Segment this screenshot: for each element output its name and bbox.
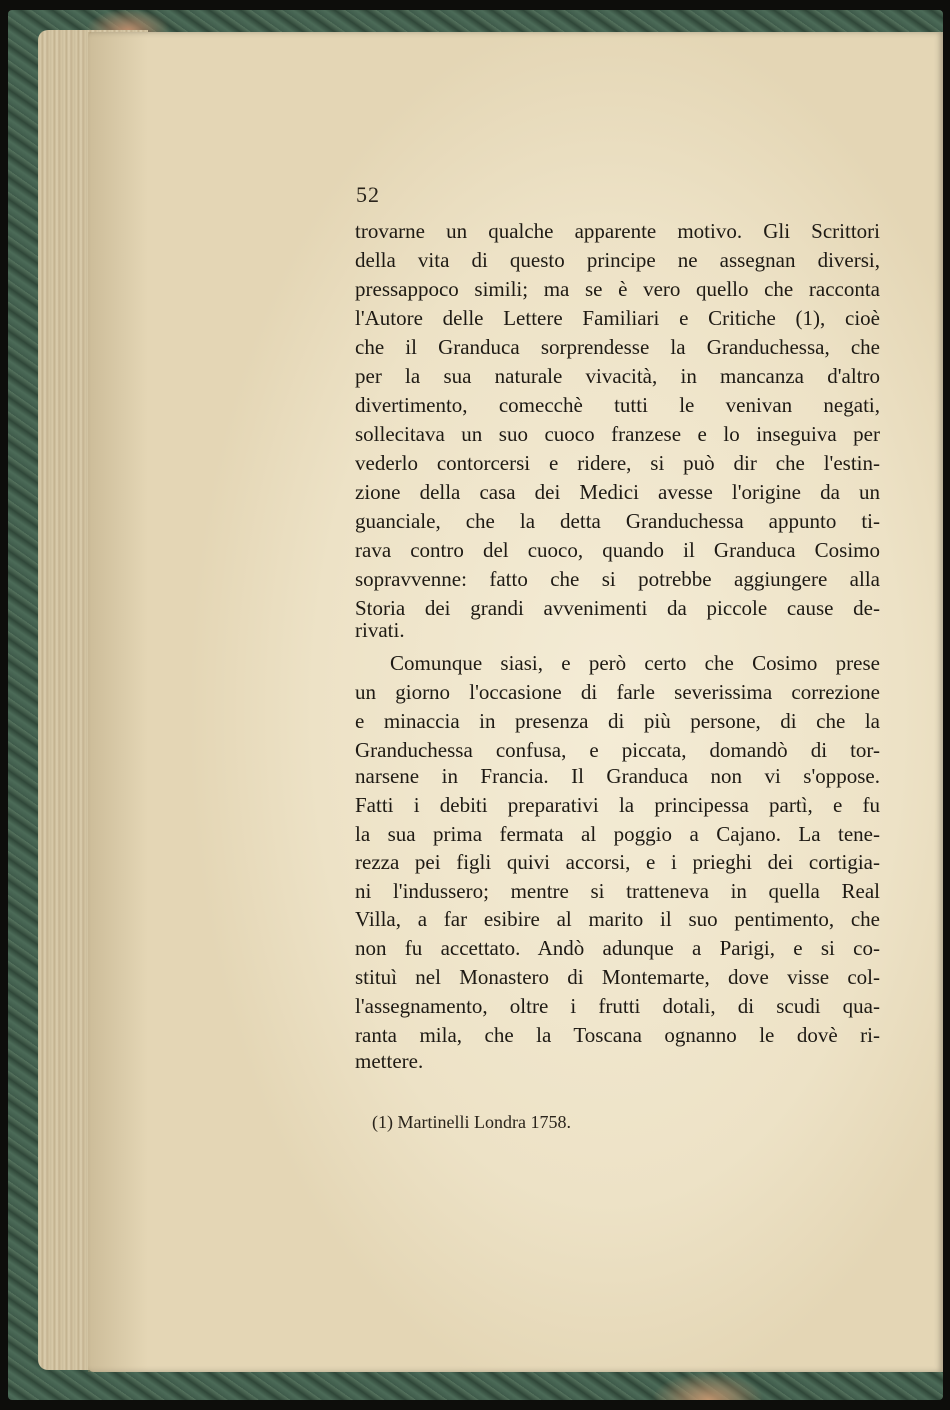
text-line: un giorno l'occasione di farle severissima correzione bbox=[355, 680, 880, 704]
text-line: guanciale, che la detta Granduchessa appunto ti- bbox=[355, 509, 880, 533]
text-line: Storia dei grandi avvenimenti da piccole cause de- bbox=[355, 596, 880, 620]
text-line: pressappoco simili; ma se è vero quello che racconta bbox=[355, 277, 880, 301]
page-number: 52 bbox=[356, 182, 380, 207]
text-line: che il Granduca sorprendesse la Granduchessa, che bbox=[355, 335, 880, 359]
text-line: sopravvenne: fatto che si potrebbe aggiungere alla bbox=[355, 567, 880, 591]
text-line: sollecitava un suo cuoco franzese e lo inseguiva per bbox=[355, 422, 880, 446]
text-line: zione della casa dei Medici avesse l'origine da un bbox=[355, 480, 880, 504]
text-line: la sua prima fermata al poggio a Cajano. La tene- bbox=[355, 822, 880, 846]
text-line: vederlo contorcersi e ridere, si può dir che l'estin- bbox=[355, 451, 880, 475]
text-line: rezza pei figli quivi accorsi, e i prieghi dei cortigia- bbox=[355, 850, 880, 874]
text-line: per la sua naturale vivacità, in mancanza d'altro bbox=[355, 364, 880, 388]
text-line: ni l'indussero; mentre si tratteneva in quella Real bbox=[355, 879, 880, 903]
text-line: divertimento, comecchè tutti le venivan negati, bbox=[355, 393, 880, 417]
footnote: (1) Martinelli Londra 1758. bbox=[372, 1112, 571, 1132]
text-line: Fatti i debiti preparativi la principessa partì, e fu bbox=[355, 793, 880, 817]
text-line: mettere. bbox=[355, 1049, 424, 1073]
text-line: rivati. bbox=[355, 618, 405, 642]
text-line: e minaccia in presenza di più persone, di che la bbox=[355, 709, 880, 733]
text-line: trovarne un qualche apparente motivo. Gli Scrittori bbox=[355, 219, 880, 243]
text-line: Comunque siasi, e però certo che Cosimo prese bbox=[390, 651, 880, 675]
text-line: narsene in Francia. Il Granduca non vi s'oppose. bbox=[355, 764, 880, 788]
text-line: della vita di questo principe ne assegnan diversi, bbox=[355, 248, 880, 272]
text-line: rava contro del cuoco, quando il Granduca Cosimo bbox=[355, 538, 880, 562]
text-line: Granduchessa confusa, e piccata, domandò di tor- bbox=[355, 738, 880, 762]
text-line: Villa, a far esibire al marito il suo pentimento, che bbox=[355, 907, 880, 931]
text-line: l'assegnamento, oltre i frutti dotali, di scudi qua- bbox=[355, 994, 880, 1018]
text-line: non fu accettato. Andò adunque a Parigi, e si co- bbox=[355, 936, 880, 960]
text-line: l'Autore delle Lettere Familiari e Critiche (1), cioè bbox=[355, 306, 880, 330]
text-line: ranta mila, che la Toscana ognanno le dovè ri- bbox=[355, 1023, 880, 1047]
text-line: stituì nel Monastero di Montemarte, dove visse col- bbox=[355, 965, 880, 989]
